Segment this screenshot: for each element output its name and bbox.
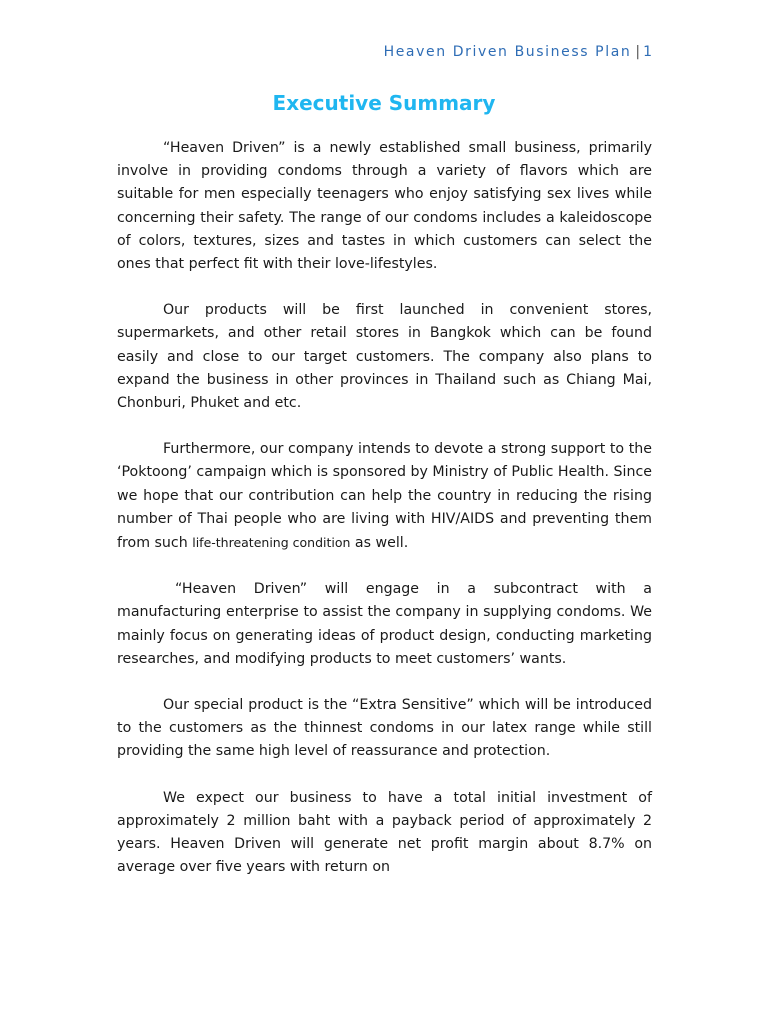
paragraph-subcontract: “Heaven Driven” will engage in a subcontract with a manufacturing enterprise to assist the company in supplying condoms. We mainly focus on generating ideas of product design, conducting marketing researches, and modifying products to meet customers’ wants.: [117, 581, 652, 667]
running-header: [384, 44, 652, 60]
paragraph-campaign-text-2: as well.: [350, 535, 409, 552]
paragraph-campaign-small-text: life-threatening condition: [192, 535, 351, 551]
paragraph-launch: Our products will be first launched in convenient stores, supermarkets, and other retail stores in Bangkok which can be found easily and close to our target customers. The company also plans to expand the business in other provinces in Thailand such as Chiang Mai, Chonburi, Phuket and etc.: [117, 302, 652, 412]
header-separator: |: [635, 44, 641, 60]
running-title: Heaven Driven Business Plan: [383, 44, 632, 60]
paragraph-investment: We expect our business to have a total initial investment of approximately 2 million baht with a payback period of approximately 2 years. Heaven Driven will generate net profit margin about 8.7% on average over five years with return on: [117, 789, 652, 876]
document-body: [117, 137, 652, 902]
paragraph-product: Our special product is the “Extra Sensitive” which will be introduced to the customers as the thinnest condoms in our latex range while still providing the same high level of reassurance and protection.: [117, 697, 652, 760]
paragraph-campaign-text-1: Furthermore, our company intends to devote a strong support to the ‘Poktoong’ campaign which is sponsored by Ministry of Public Health. Since we hope that our contribution can help the country in reducing the rising number of Thai people who are living with HIV/AIDS and preventing them from such: [117, 441, 652, 552]
paragraph-intro: “Heaven Driven” is a newly established small business, primarily involve in providing condoms through a variety of flavors which are suitable for men especially teenagers who enjoy satisfying sex lives while concerning their safety. The range of our condoms includes a kaleidoscope of colors, textures, sizes and tastes in which customers can select the ones that perfect fit with their love-lifestyles.: [117, 140, 652, 273]
paragraph-campaign: [117, 438, 652, 555]
section-title: Executive Summary: [272, 91, 496, 115]
page-number: 1: [643, 44, 652, 60]
